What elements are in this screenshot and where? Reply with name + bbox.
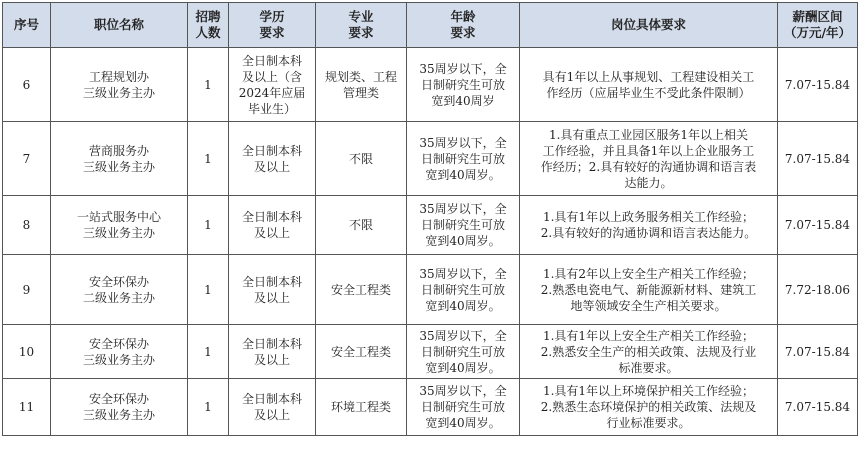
header-row (3, 3, 858, 48)
cell-salary: 7.72-18.06 (778, 255, 858, 325)
table-row (3, 196, 858, 255)
cell-count: 1 (188, 122, 229, 196)
cell-age: 35周岁以下，全 日制研究生可放 宽到40周岁。 (407, 122, 520, 196)
cell-title: 安全环保办 三级业务主办 (51, 379, 188, 436)
cell-major: 不限 (316, 122, 407, 196)
cell-requirements: 1.具有重点工业园区服务1年以上相关 工作经验，并且具备1年以上企业服务工 作经历；2.具有较好的沟通协调和语言表 达能力。 (520, 122, 778, 196)
cell-salary: 7.07-15.84 (778, 196, 858, 255)
cell-count: 1 (188, 48, 229, 122)
cell-education: 全日制本科 及以上 (229, 255, 316, 325)
cell-education: 全日制本科 及以上 (229, 122, 316, 196)
cell-salary: 7.07-15.84 (778, 379, 858, 436)
table-row (3, 325, 858, 379)
cell-requirements: 1.具有2年以上安全生产相关工作经验； 2.熟悉电瓷电气、新能源新材料、建筑工 地等领域安全生产相关要求。 (520, 255, 778, 325)
cell-title: 营商服务办 三级业务主办 (51, 122, 188, 196)
cell-education: 全日制本科 及以上（含 2024年应届 毕业生） (229, 48, 316, 122)
cell-count: 1 (188, 255, 229, 325)
cell-title: 一站式服务中心 三级业务主办 (51, 196, 188, 255)
header-cell-age: 年龄 要求 (407, 3, 520, 48)
cell-age: 35周岁以下，全 日制研究生可放 宽到40周岁。 (407, 325, 520, 379)
cell-education: 全日制本科 及以上 (229, 325, 316, 379)
cell-age: 35周岁以下，全 日制研究生可放 宽到40周岁。 (407, 255, 520, 325)
table-row (3, 255, 858, 325)
cell-count: 1 (188, 196, 229, 255)
cell-requirements: 1.具有1年以上政务服务相关工作经验； 2.具有较好的沟通协调和语言表达能力。 (520, 196, 778, 255)
header-cell-major: 专业 要求 (316, 3, 407, 48)
cell-count: 1 (188, 325, 229, 379)
cell-education: 全日制本科 及以上 (229, 196, 316, 255)
header-cell-requirements: 岗位具体要求 (520, 3, 778, 48)
table-header (3, 3, 858, 48)
header-cell-salary: 薪酬区间 （万元/年） (778, 3, 858, 48)
cell-no: 6 (3, 48, 51, 122)
cell-no: 9 (3, 255, 51, 325)
cell-education: 全日制本科 及以上 (229, 379, 316, 436)
cell-title: 安全环保办 二级业务主办 (51, 255, 188, 325)
cell-age: 35周岁以下，全 日制研究生可放 宽到40周岁。 (407, 379, 520, 436)
header-cell-title: 职位名称 (51, 3, 188, 48)
table-body (3, 48, 858, 436)
table-row (3, 122, 858, 196)
cell-salary: 7.07-15.84 (778, 325, 858, 379)
cell-no: 8 (3, 196, 51, 255)
header-cell-no: 序号 (3, 3, 51, 48)
table-row (3, 48, 858, 122)
cell-major: 安全工程类 (316, 255, 407, 325)
cell-requirements: 1.具有1年以上安全生产相关工作经验； 2.熟悉安全生产的相关政策、法规及行业 标准要求。 (520, 325, 778, 379)
cell-requirements: 1.具有1年以上环境保护相关工作经验； 2.熟悉生态环境保护的相关政策、法规及 行业标准要求。 (520, 379, 778, 436)
cell-title: 安全环保办 三级业务主办 (51, 325, 188, 379)
cell-requirements: 具有1年以上从事规划、工程建设相关工 作经历（应届毕业生不受此条件限制） (520, 48, 778, 122)
cell-title: 工程规划办 三级业务主办 (51, 48, 188, 122)
cell-salary: 7.07-15.84 (778, 122, 858, 196)
cell-count: 1 (188, 379, 229, 436)
cell-major: 规划类、工程 管理类 (316, 48, 407, 122)
cell-no: 11 (3, 379, 51, 436)
cell-major: 环境工程类 (316, 379, 407, 436)
cell-no: 10 (3, 325, 51, 379)
header-cell-education: 学历 要求 (229, 3, 316, 48)
table-row (3, 379, 858, 436)
cell-no: 7 (3, 122, 51, 196)
job-table (2, 2, 858, 436)
cell-major: 不限 (316, 196, 407, 255)
cell-major: 安全工程类 (316, 325, 407, 379)
header-cell-count: 招聘 人数 (188, 3, 229, 48)
cell-age: 35周岁以下，全 日制研究生可放 宽到40周岁。 (407, 196, 520, 255)
cell-age: 35周岁以下，全 日制研究生可放 宽到40周岁 (407, 48, 520, 122)
cell-salary: 7.07-15.84 (778, 48, 858, 122)
